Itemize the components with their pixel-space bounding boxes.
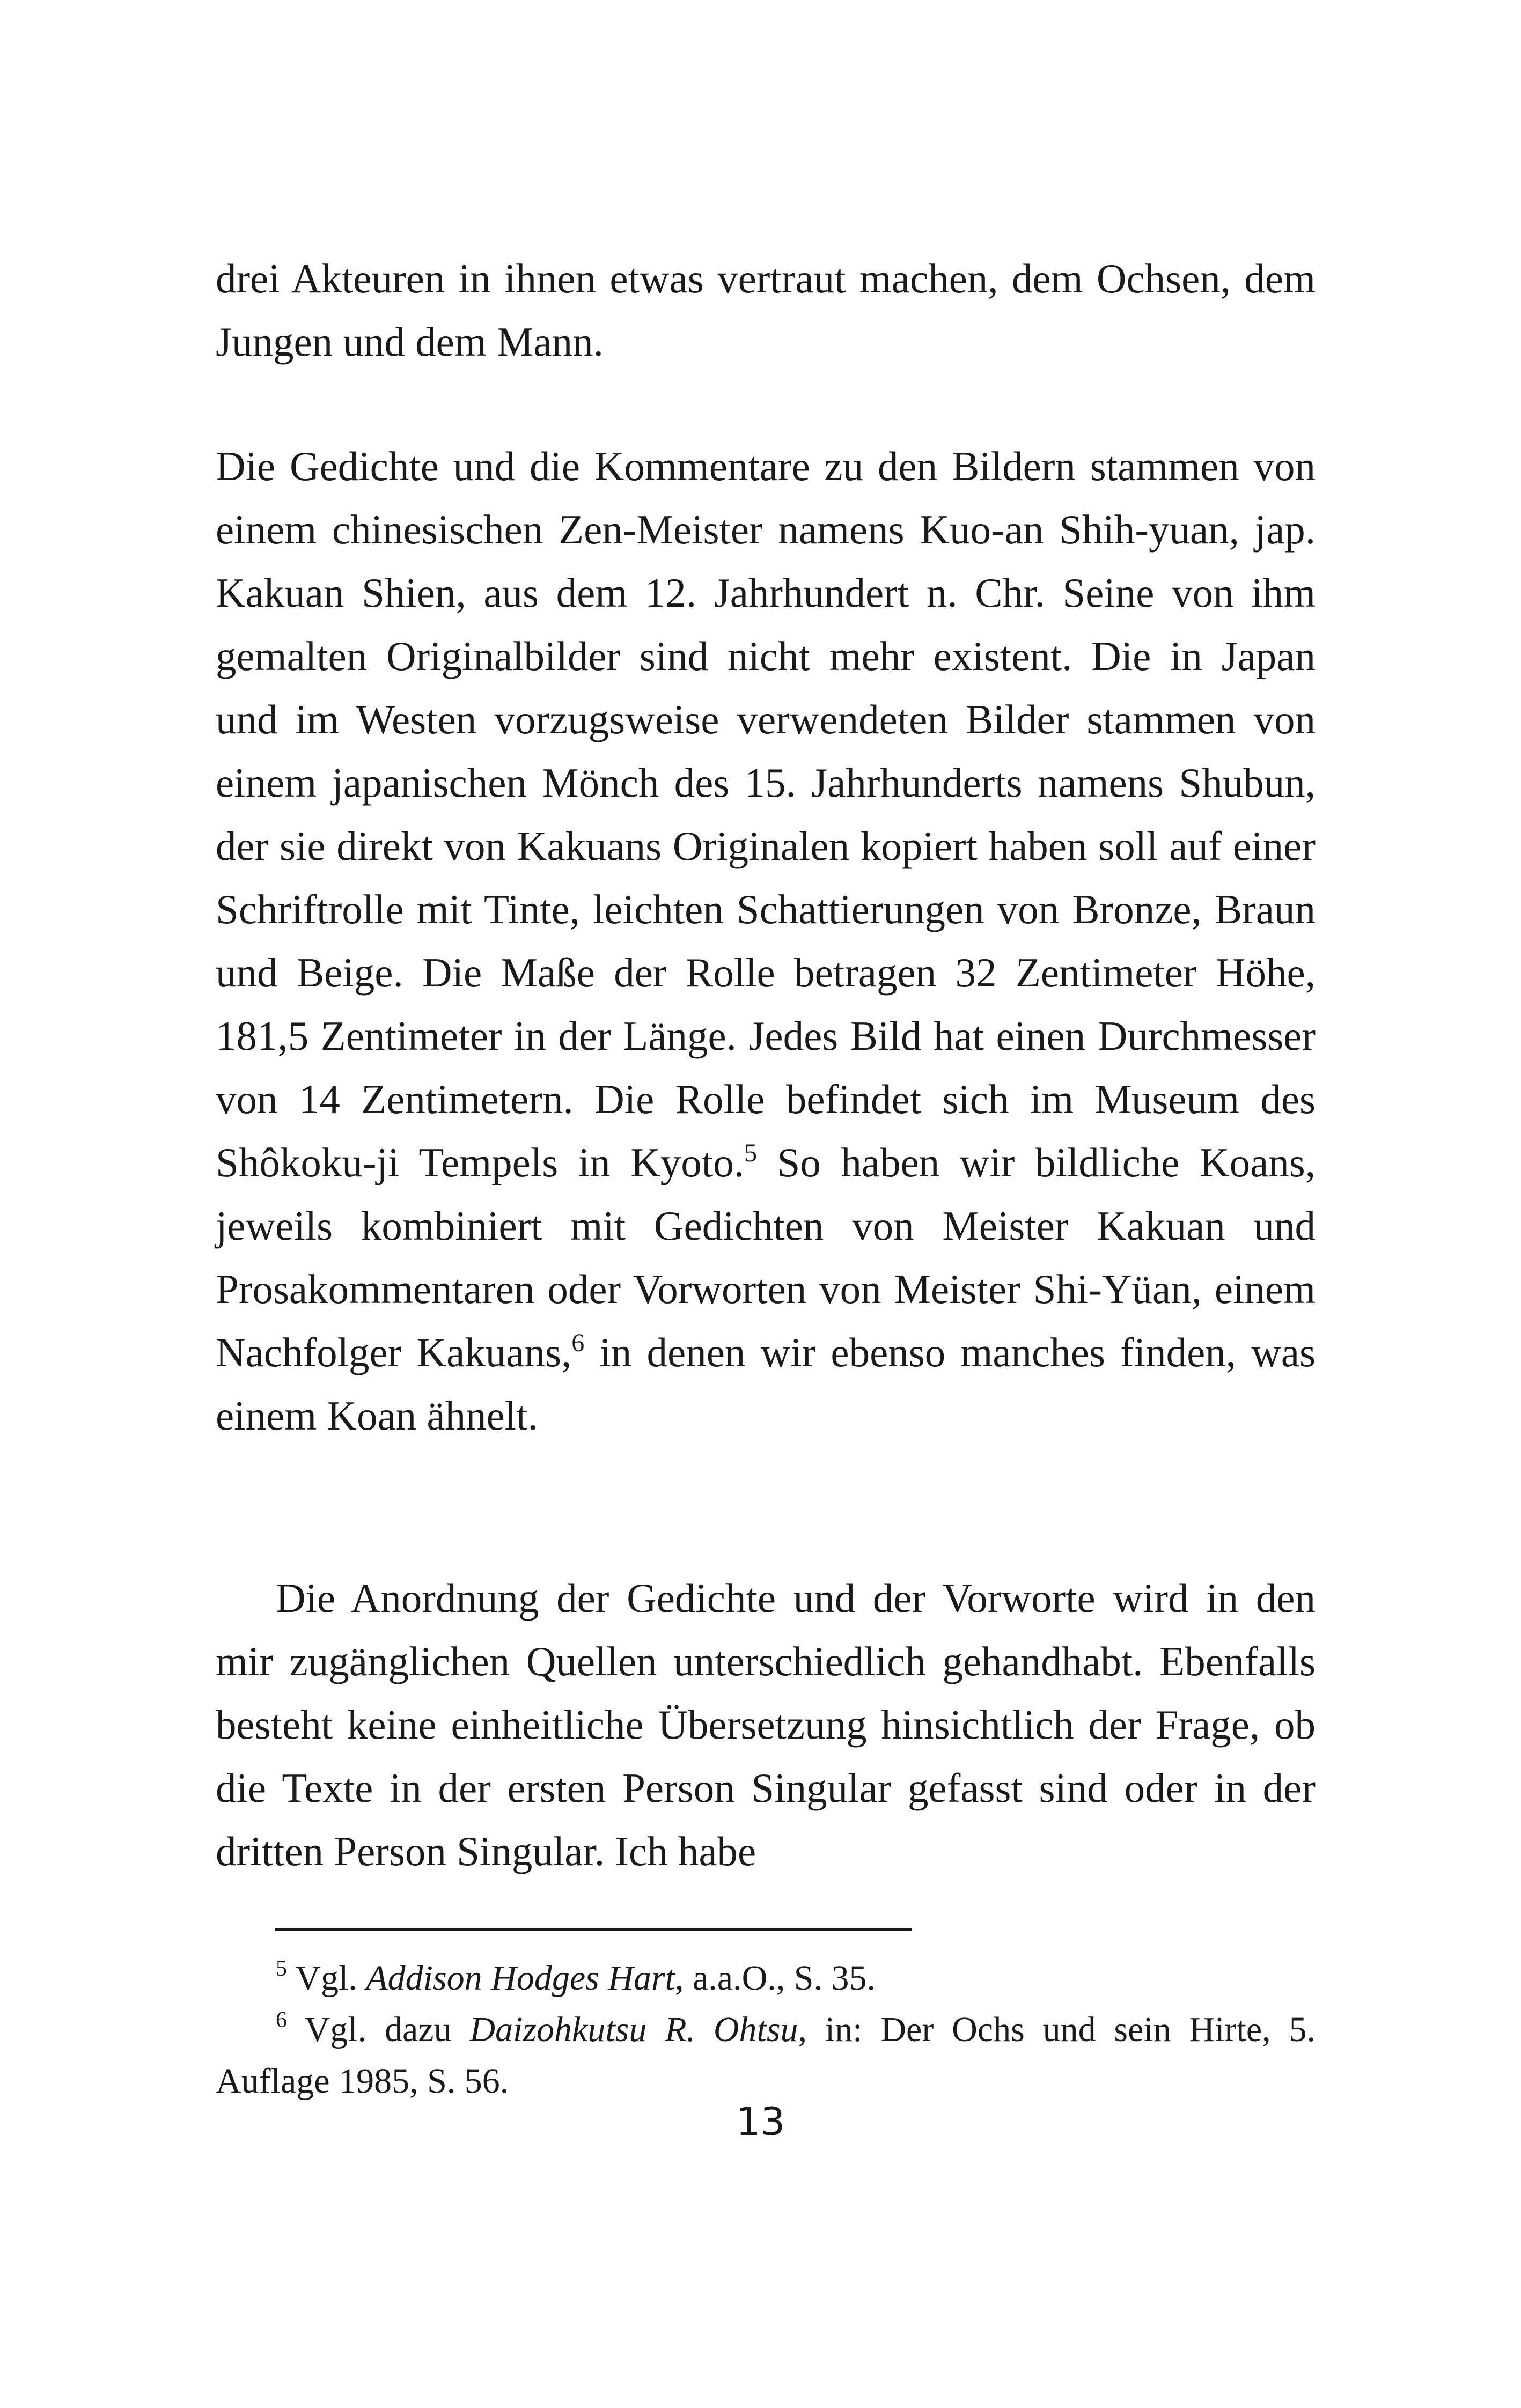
- paragraph-text-segment: in denen wir ebenso manches finden, was einem Koan ähnelt.: [216, 1329, 1316, 1439]
- footnote-separator: [275, 1928, 912, 1931]
- footnote-number: 6: [276, 2008, 287, 2033]
- paragraph-text-segment: So haben wir bildliche Koans, jeweils kombiniert mit Gedichten von Meister Kakuan und Prosakommentaren oder Vorworten von Meister Shi-Yüan, einem Nachfolger Kakuans,: [216, 1139, 1316, 1375]
- footnote-prefix: Vgl. dazu: [287, 2010, 470, 2049]
- footnote-author: Daizohkutsu R. Ohtsu: [469, 2010, 798, 2049]
- body-paragraph-3: [216, 1566, 1316, 1883]
- body-paragraph-1: [216, 247, 1316, 373]
- footnotes: [216, 1953, 1316, 2107]
- footnote-reference-5[interactable]: 5: [744, 1139, 757, 1167]
- footnote-author: Addison Hodges Hart: [366, 1958, 675, 1998]
- paragraph-text: [216, 435, 1316, 1447]
- paragraph-text: Die Anordnung der Gedichte und der Vorworte wird in den mir zugänglichen Quellen unterschiedlich gehandhabt. Ebenfalls besteht keine einheitliche Übersetzung hinsichtlich der Frage, ob die Texte in der ersten Person Singular gefasst sind oder in der dritten Person Singular. Ich habe: [216, 1575, 1316, 1874]
- footnote-reference-6[interactable]: 6: [571, 1329, 585, 1357]
- page-number: 13: [736, 2099, 785, 2144]
- paragraph-text-segment: Die Gedichte und die Kommentare zu den Bildern stammen von einem chinesischen Zen-Meister namens Kuo-an Shih-yuan, jap. Kakuan Shien, aus dem 12. Jahrhundert n. Chr. Seine von ihm gemalten Originalbilder sind nicht mehr existent. Die in Japan und im Westen vorzugsweise verwendeten Bilder stammen von einem japanischen Mönch des 15. Jahrhunderts namens Shubun, der sie direkt von Kakuans Originalen kopiert haben soll auf einer Schriftrolle mit Tinte, leichten Schattierungen von Bronze, Braun und Beige. Die Maße der Rolle betragen 32 Zentimeter Höhe, 181,5 Zentimeter in der Länge. Jedes Bild hat einen Durchmesser von 14 Zentimetern. Die Rolle befindet sich im Museum des Shôkoku-ji Tempels in Kyoto.: [216, 443, 1316, 1185]
- body-paragraph-2: [216, 435, 1316, 1447]
- footnote-5: [216, 1953, 1316, 2004]
- footnote-6: [216, 2004, 1316, 2107]
- paragraph-text: drei Akteuren in ihnen etwas vertraut machen, dem Ochsen, dem Jungen und dem Mann.: [216, 255, 1316, 365]
- footnote-suffix: , a.a.O., S. 35.: [674, 1958, 876, 1998]
- footnote-prefix: Vgl.: [287, 1958, 366, 1998]
- footnote-number: 5: [276, 1956, 287, 1981]
- footnote-suffix: , in: Der Ochs und sein Hirte, 5. Auflage 1985, S. 56.: [216, 2010, 1316, 2101]
